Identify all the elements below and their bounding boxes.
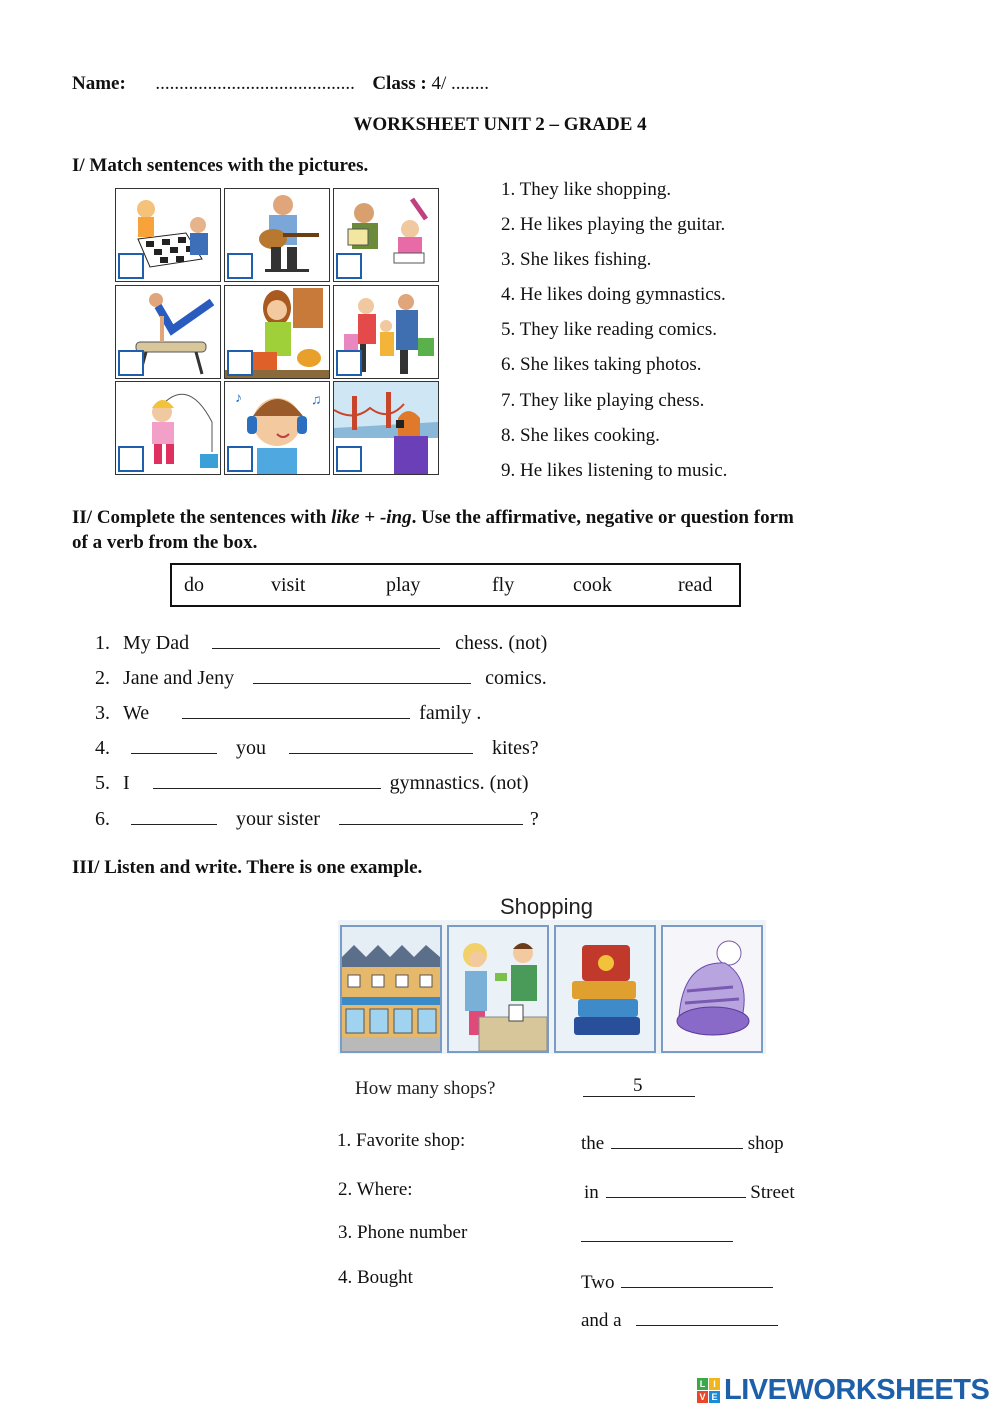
q4-label: 4. Bought [338,1267,413,1288]
section2-heading [72,505,952,555]
q4-pre: Two [581,1272,615,1293]
q1-answer [581,1130,784,1155]
item-text-mid: you [236,737,266,759]
item-number: 3. [95,702,110,724]
answer-blank[interactable] [339,806,523,825]
verb-word: do [184,574,204,596]
q2-post: Street [750,1182,795,1203]
answer-box[interactable] [118,350,144,376]
item-text-b: ? [529,808,539,830]
item-text-b: gymnastics. (not) [389,772,529,794]
svg-text:♪: ♪ [235,391,242,406]
example-answer: 5 [633,1075,643,1096]
taking-photos-icon [333,381,439,475]
exercise-item [95,735,539,760]
answer-blank[interactable] [182,700,410,719]
verb-word: read [678,574,713,596]
fishing-icon [115,381,221,475]
q4b-pre: and a [581,1310,622,1331]
answer-box[interactable] [336,446,362,472]
item-text-b: comics. [485,667,547,689]
section2-heading-c: of a verb from the box. [72,532,258,553]
section2-heading-plus: + [359,507,380,528]
chess-icon [115,188,221,282]
answer-blank[interactable] [253,665,471,684]
sentence-item: 4. He likes doing gymnastics. [501,284,726,306]
reading-comics-icon [333,188,439,282]
answer-box[interactable] [336,253,362,279]
section2-heading-a: II/ Complete the sentences with [72,507,332,528]
sentence-list [501,172,727,488]
svg-text:♫: ♫ [311,393,322,408]
answer-blank[interactable] [131,806,217,825]
section2-heading-ing: -ing [379,507,412,528]
section2-heading-like: like [331,507,360,528]
section1-heading: I/ Match sentences with the pictures. [72,155,369,176]
shops-street-icon [340,925,442,1053]
answer-blank[interactable] [621,1269,773,1288]
item-text-a: My Dad [123,632,190,654]
answer-box[interactable] [118,446,144,472]
worksheet-title: WORKSHEET UNIT 2 – GRADE 4 [353,114,647,135]
sentence-item: 8. She likes cooking. [501,424,660,446]
verb-word: fly [492,574,515,596]
sentence-item: 5. They like reading comics. [501,319,717,341]
answer-blank[interactable] [606,1179,746,1198]
shopping-title: Shopping [500,894,593,919]
q2-label: 2. Where: [338,1179,413,1200]
q1-pre: the [581,1133,605,1154]
woolly-hat-icon [661,925,763,1053]
answer-blank[interactable] [131,735,217,754]
logo-letter-i: I [709,1378,720,1390]
item-text-b: kites? [492,737,539,759]
class-label: Class : [372,73,427,94]
name-blank[interactable]: .......................................... [155,73,355,94]
section3-heading: III/ Listen and write. There is one example. [72,857,423,878]
exercise-item [95,806,539,831]
item-number: 4. [95,737,110,759]
item-text-a: We [123,702,150,724]
q2-pre: in [584,1182,599,1203]
liveworksheets-logo-icon [697,1378,721,1404]
sentence-item: 6. She likes taking photos. [501,354,702,376]
shop-counter-icon [447,925,549,1053]
answer-blank[interactable] [289,735,473,754]
answer-box[interactable] [118,253,144,279]
answer-blank[interactable] [611,1130,743,1149]
answer-box[interactable] [227,446,253,472]
q1-post: shop [747,1133,784,1154]
item-number: 2. [95,667,110,689]
item-text-mid: your sister [236,808,320,830]
q4-answer [581,1269,773,1294]
guitar-icon [224,188,330,282]
logo-letter-l: L [697,1378,708,1390]
item-text-b: family . [419,702,482,724]
answer-blank[interactable] [212,630,440,649]
exercise-item [95,770,529,795]
answer-box[interactable] [227,253,253,279]
q1-label: 1. Favorite shop: [337,1130,466,1151]
section2-heading-b: . Use the affirmative, negative or question form [411,507,794,528]
answer-box[interactable] [336,350,362,376]
logo-letter-v: V [697,1391,708,1403]
sentence-item: 2. He likes playing the guitar. [501,214,726,236]
sentence-item: 3. She likes fishing. [501,249,652,271]
sentence-item: 9. He likes listening to music. [501,459,728,481]
answer-blank[interactable] [636,1307,778,1326]
name-label: Name: [72,73,126,94]
music-icon [224,381,330,475]
q3-label: 3. Phone number [338,1222,468,1243]
item-text-b: chess. (not) [455,632,548,654]
cooking-icon [224,285,330,379]
books-icon [554,925,656,1053]
exercise-item [95,700,481,725]
answer-blank[interactable] [153,770,381,789]
shopping-icon [333,285,439,379]
q3-answer-blank[interactable] [581,1241,733,1242]
exercise-item [95,665,547,690]
answer-box[interactable] [227,350,253,376]
item-text-a: Jane and Jeny [123,667,235,689]
verb-word: cook [573,574,612,596]
liveworksheets-logo-text: LIVEWORKSHEETS [724,1374,990,1406]
verb-word: play [386,574,421,596]
sentence-item: 1. They like shopping. [501,179,672,200]
item-number: 6. [95,808,110,830]
q2-answer [584,1179,795,1204]
example-question: How many shops? [355,1078,496,1099]
verb-word: visit [271,574,306,596]
item-number: 5. [95,772,110,794]
exercise-item [95,630,547,655]
class-blank[interactable]: 4/ ........ [431,73,489,94]
name-row [72,73,489,95]
sentence-item: 7. They like playing chess. [501,389,705,411]
logo-letter-e: E [709,1391,720,1403]
item-text-a: I [123,772,130,794]
gymnastics-icon [115,285,221,379]
item-number: 1. [95,632,110,654]
verb-box [170,563,741,607]
q4b-answer [581,1307,778,1332]
